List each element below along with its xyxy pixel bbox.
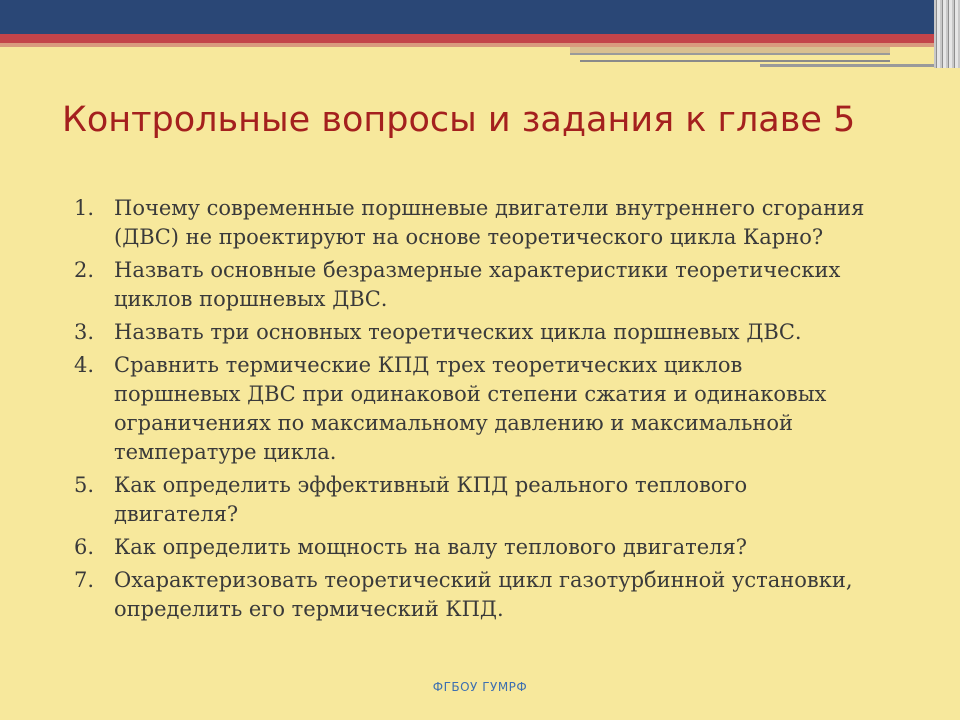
top-banner-red — [0, 34, 960, 43]
question-item-7 — [74, 566, 914, 624]
question-item-1 — [74, 194, 914, 252]
top-banner-blue — [0, 0, 960, 34]
footer-organization: ФГБОУ ГУМРФ — [432, 680, 528, 694]
decor-right-strip — [934, 0, 960, 68]
question-text: Сравнить термические КПД трех теоретических циклов поршневых ДВС при одинаковой степени сжатия и одинаковых ограничениях по максимальному давлению и максимальной температуре цикла. — [114, 353, 827, 464]
decor-stripe-1 — [570, 47, 890, 55]
question-text: Почему современные поршневые двигатели внутреннего сгорания (ДВС) не проектируют на основе теоретического цикла Карно? — [114, 196, 865, 249]
decor-stripe-2 — [580, 60, 890, 62]
question-item-3 — [74, 318, 914, 347]
question-number: 2. — [74, 258, 95, 282]
question-number: 1. — [74, 196, 95, 220]
question-text: Назвать три основных теоретических цикла поршневых ДВС. — [114, 320, 802, 344]
questions-list — [74, 194, 914, 628]
question-item-2 — [74, 256, 914, 314]
question-text: Назвать основные безразмерные характеристики теоретических циклов поршневых ДВС. — [114, 258, 841, 311]
question-number: 6. — [74, 535, 95, 559]
question-item-6 — [74, 533, 914, 562]
question-number: 5. — [74, 473, 95, 497]
slide-title: Контрольные вопросы и задания к главе 5 — [62, 100, 856, 140]
question-number: 4. — [74, 353, 95, 377]
decor-stripe-3 — [760, 64, 945, 67]
question-number: 7. — [74, 568, 95, 592]
question-item-4 — [74, 351, 914, 467]
question-text: Как определить мощность на валу теплового двигателя? — [114, 535, 748, 559]
question-number: 3. — [74, 320, 95, 344]
question-text: Как определить эффективный КПД реального теплового двигателя? — [114, 473, 748, 526]
question-text: Охарактеризовать теоретический цикл газотурбинной установки, определить его термический КПД. — [114, 568, 853, 621]
question-item-5 — [74, 471, 914, 529]
